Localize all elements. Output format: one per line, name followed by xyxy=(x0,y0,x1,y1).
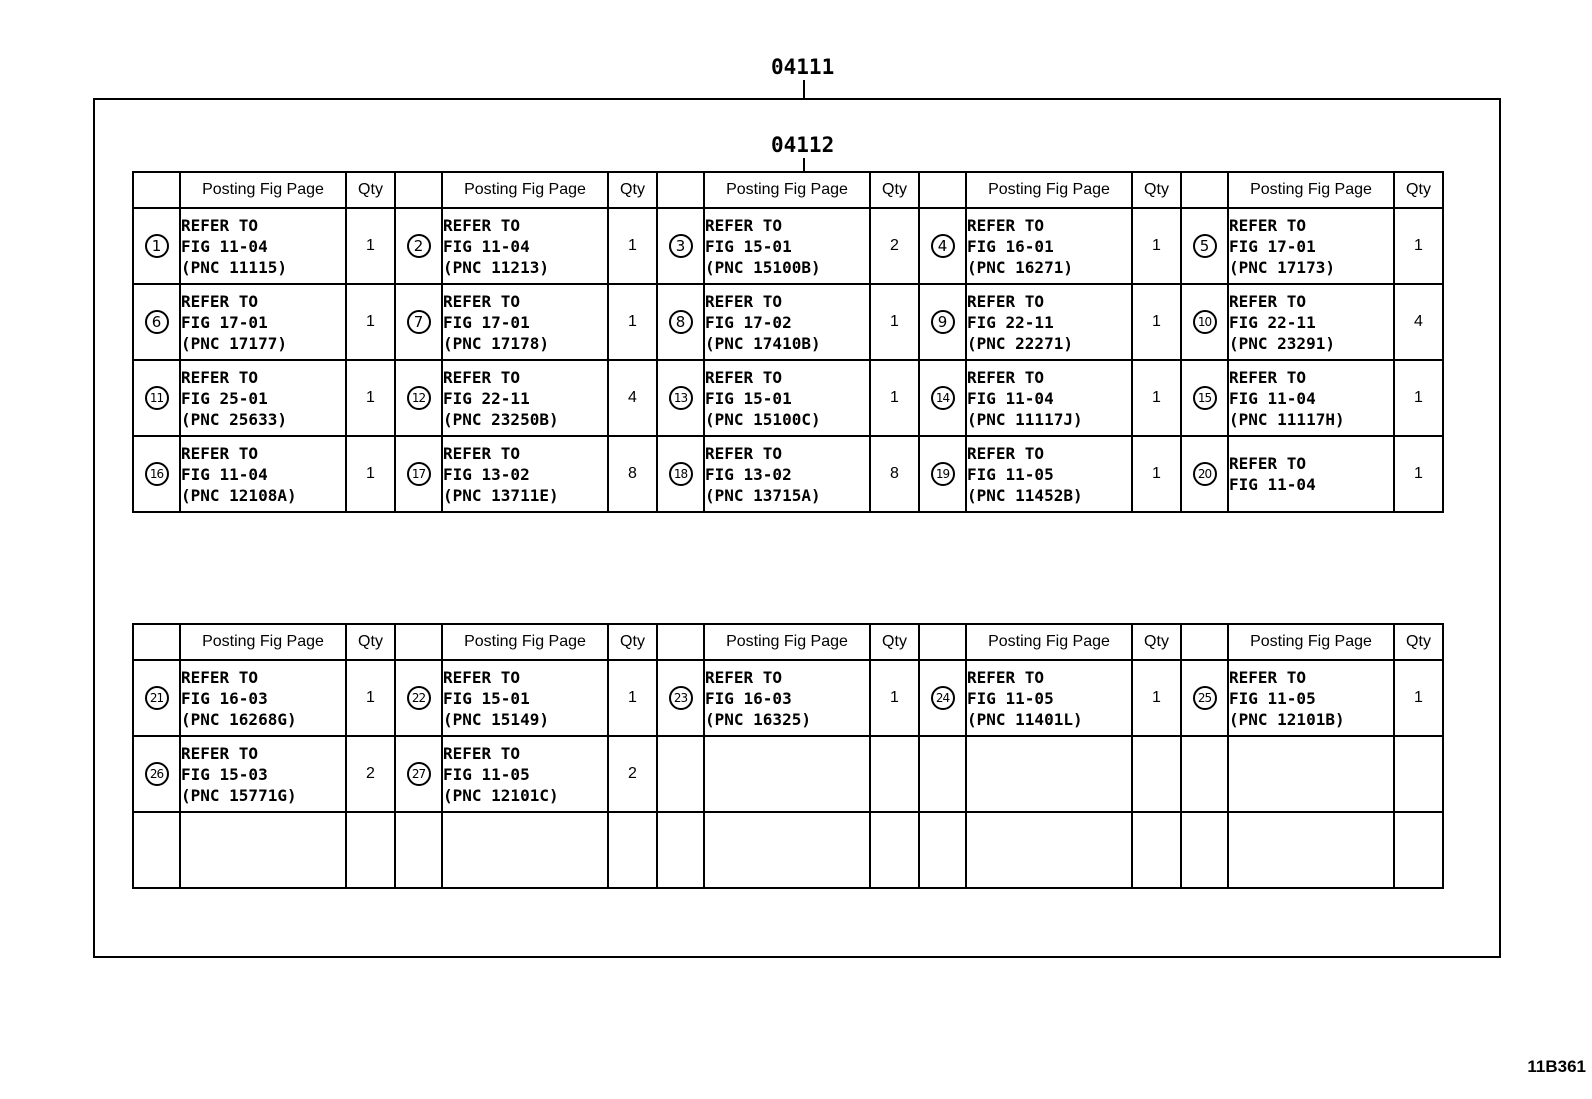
reference-line: (PNC 12101B) xyxy=(1229,709,1345,729)
callout-cell xyxy=(395,660,442,736)
reference-line: REFER TO xyxy=(705,291,783,311)
callout-number: 5 xyxy=(1193,234,1217,258)
reference-cell xyxy=(442,436,608,512)
reference-line: FIG 11-04 xyxy=(181,236,268,256)
reference-line: REFER TO xyxy=(705,443,783,463)
reference-cell xyxy=(966,284,1132,360)
reference-line: REFER TO xyxy=(1229,454,1307,473)
reference-cell xyxy=(180,736,346,812)
reference-line: (PNC 13715A) xyxy=(705,485,821,505)
callout-cell xyxy=(657,660,704,736)
header-posting-fig-page: Posting Fig Page xyxy=(704,172,870,208)
reference-line: REFER TO xyxy=(967,367,1045,387)
reference-line: FIG 17-01 xyxy=(443,312,530,332)
reference-line: (PNC 23291) xyxy=(1229,333,1335,353)
reference-line: FIG 15-03 xyxy=(181,764,268,784)
reference-line: FIG 15-01 xyxy=(705,236,792,256)
reference-line: (PNC 11117H) xyxy=(1229,409,1345,429)
reference-line: FIG 11-05 xyxy=(967,464,1054,484)
reference-cell xyxy=(966,736,1132,812)
reference-line: REFER TO xyxy=(181,743,259,763)
reference-line: (PNC 16268G) xyxy=(181,709,297,729)
reference-line: FIG 11-05 xyxy=(443,764,530,784)
header-posting-fig-page: Posting Fig Page xyxy=(442,172,608,208)
qty-cell: 1 xyxy=(1132,660,1181,736)
reference-line: FIG 16-03 xyxy=(181,688,268,708)
reference-line: FIG 11-05 xyxy=(967,688,1054,708)
callout-number: 25 xyxy=(1193,686,1217,710)
qty-cell: 1 xyxy=(870,360,919,436)
reference-line: REFER TO xyxy=(443,215,521,235)
reference-cell xyxy=(442,736,608,812)
reference-line: (PNC 17178) xyxy=(443,333,549,353)
reference-cell xyxy=(1228,436,1394,512)
reference-line: (PNC 23250B) xyxy=(443,409,559,429)
reference-line: (PNC 13711E) xyxy=(443,485,559,505)
reference-line: (PNC 16325) xyxy=(705,709,811,729)
reference-cell xyxy=(966,812,1132,888)
reference-line: REFER TO xyxy=(967,291,1045,311)
table-row xyxy=(133,208,1443,284)
reference-line: REFER TO xyxy=(181,667,259,687)
header-qty: Qty xyxy=(1132,172,1181,208)
reference-cell xyxy=(704,660,870,736)
callout-cell xyxy=(657,812,704,888)
reference-cell xyxy=(442,208,608,284)
reference-table-2 xyxy=(132,623,1444,889)
reference-line: FIG 16-01 xyxy=(967,236,1054,256)
qty-cell xyxy=(1394,812,1443,888)
callout-cell xyxy=(133,660,180,736)
callout-cell xyxy=(395,284,442,360)
assembly-label-inner: 04112 xyxy=(771,133,835,157)
reference-cell xyxy=(180,284,346,360)
header-posting-fig-page: Posting Fig Page xyxy=(966,172,1132,208)
callout-number: 3 xyxy=(669,234,693,258)
callout-number: 6 xyxy=(145,310,169,334)
reference-line: (PNC 11117J) xyxy=(967,409,1083,429)
header-posting-fig-page: Posting Fig Page xyxy=(180,172,346,208)
reference-line: FIG 11-04 xyxy=(443,236,530,256)
reference-cell xyxy=(704,812,870,888)
callout-number: 23 xyxy=(669,686,693,710)
reference-line: FIG 17-01 xyxy=(181,312,268,332)
reference-cell xyxy=(704,736,870,812)
header-number-cell xyxy=(1181,624,1228,660)
callout-cell xyxy=(395,736,442,812)
qty-cell: 2 xyxy=(870,208,919,284)
reference-line: REFER TO xyxy=(181,215,259,235)
callout-cell xyxy=(657,208,704,284)
reference-table-1 xyxy=(132,171,1444,513)
qty-cell: 8 xyxy=(870,436,919,512)
callout-cell xyxy=(133,736,180,812)
header-qty: Qty xyxy=(608,624,657,660)
callout-cell xyxy=(395,208,442,284)
callout-number: 18 xyxy=(669,462,693,486)
callout-cell xyxy=(1181,360,1228,436)
callout-number: 24 xyxy=(931,686,955,710)
table-body xyxy=(133,660,1443,888)
qty-cell xyxy=(1132,736,1181,812)
callout-cell xyxy=(657,360,704,436)
callout-cell xyxy=(919,812,966,888)
reference-line: REFER TO xyxy=(705,667,783,687)
callout-cell xyxy=(919,436,966,512)
reference-line: FIG 13-02 xyxy=(705,464,792,484)
table-row xyxy=(133,812,1443,888)
callout-number: 8 xyxy=(669,310,693,334)
callout-number: 11 xyxy=(145,386,169,410)
reference-line: REFER TO xyxy=(1229,367,1307,387)
qty-cell: 1 xyxy=(608,284,657,360)
header-number-cell xyxy=(657,172,704,208)
reference-line: (PNC 12108A) xyxy=(181,485,297,505)
header-number-cell xyxy=(657,624,704,660)
qty-cell xyxy=(608,812,657,888)
reference-line: REFER TO xyxy=(181,291,259,311)
reference-line: FIG 22-11 xyxy=(443,388,530,408)
callout-number: 17 xyxy=(407,462,431,486)
reference-line: REFER TO xyxy=(443,743,521,763)
reference-cell xyxy=(1228,660,1394,736)
reference-cell xyxy=(966,360,1132,436)
qty-cell: 1 xyxy=(1394,436,1443,512)
qty-cell: 1 xyxy=(1132,436,1181,512)
reference-line: REFER TO xyxy=(443,667,521,687)
table-row xyxy=(133,436,1443,512)
reference-line: FIG 15-01 xyxy=(443,688,530,708)
header-row xyxy=(133,172,1443,208)
reference-line: (PNC 25633) xyxy=(181,409,287,429)
qty-cell: 1 xyxy=(1394,360,1443,436)
table-header xyxy=(133,172,1443,208)
reference-line: FIG 17-01 xyxy=(1229,236,1316,256)
qty-cell: 1 xyxy=(346,284,395,360)
reference-line: (PNC 15771G) xyxy=(181,785,297,805)
reference-cell xyxy=(704,208,870,284)
callout-cell xyxy=(133,812,180,888)
reference-line: FIG 16-03 xyxy=(705,688,792,708)
reference-line: (PNC 15149) xyxy=(443,709,549,729)
callout-number: 26 xyxy=(145,762,169,786)
reference-cell xyxy=(442,284,608,360)
header-posting-fig-page: Posting Fig Page xyxy=(1228,624,1394,660)
callout-cell xyxy=(395,360,442,436)
reference-line: (PNC 16271) xyxy=(967,257,1073,277)
header-number-cell xyxy=(395,624,442,660)
callout-cell xyxy=(919,736,966,812)
table-row xyxy=(133,284,1443,360)
header-number-cell xyxy=(395,172,442,208)
reference-line: (PNC 15100B) xyxy=(705,257,821,277)
header-posting-fig-page: Posting Fig Page xyxy=(180,624,346,660)
reference-line: FIG 13-02 xyxy=(443,464,530,484)
header-number-cell xyxy=(1181,172,1228,208)
reference-line: (PNC 22271) xyxy=(967,333,1073,353)
qty-cell: 1 xyxy=(870,284,919,360)
qty-cell: 4 xyxy=(608,360,657,436)
qty-cell: 2 xyxy=(608,736,657,812)
header-number-cell xyxy=(919,624,966,660)
callout-cell xyxy=(133,360,180,436)
header-row xyxy=(133,624,1443,660)
reference-cell xyxy=(442,812,608,888)
reference-line: (PNC 11401L) xyxy=(967,709,1083,729)
qty-cell: 1 xyxy=(1394,208,1443,284)
reference-line: FIG 22-11 xyxy=(1229,312,1316,332)
assembly-label-outer: 04111 xyxy=(771,55,835,79)
reference-line: REFER TO xyxy=(443,291,521,311)
callout-number: 19 xyxy=(931,462,955,486)
header-qty: Qty xyxy=(346,624,395,660)
callout-cell xyxy=(395,812,442,888)
reference-cell xyxy=(966,436,1132,512)
reference-cell xyxy=(1228,360,1394,436)
reference-line: (PNC 15100C) xyxy=(705,409,821,429)
qty-cell: 1 xyxy=(346,660,395,736)
qty-cell xyxy=(870,736,919,812)
callout-number: 10 xyxy=(1193,310,1217,334)
reference-line: FIG 11-04 xyxy=(967,388,1054,408)
qty-cell: 1 xyxy=(1132,284,1181,360)
qty-cell: 1 xyxy=(608,660,657,736)
reference-line: (PNC 17410B) xyxy=(705,333,821,353)
reference-line: FIG 11-04 xyxy=(181,464,268,484)
reference-line: (PNC 17173) xyxy=(1229,257,1335,277)
reference-cell xyxy=(966,660,1132,736)
callout-cell xyxy=(1181,208,1228,284)
qty-cell: 1 xyxy=(1132,208,1181,284)
callout-cell xyxy=(133,208,180,284)
qty-cell xyxy=(346,812,395,888)
qty-cell: 4 xyxy=(1394,284,1443,360)
reference-line: REFER TO xyxy=(705,367,783,387)
callout-cell xyxy=(657,736,704,812)
callout-cell xyxy=(1181,284,1228,360)
reference-cell xyxy=(180,436,346,512)
header-qty: Qty xyxy=(346,172,395,208)
reference-line: FIG 15-01 xyxy=(705,388,792,408)
callout-cell xyxy=(1181,736,1228,812)
reference-line: (PNC 17177) xyxy=(181,333,287,353)
reference-cell xyxy=(180,660,346,736)
reference-line: REFER TO xyxy=(443,443,521,463)
figure-code: 11B361 xyxy=(1527,1057,1586,1076)
reference-cell xyxy=(704,360,870,436)
reference-line: REFER TO xyxy=(967,215,1045,235)
qty-cell: 1 xyxy=(870,660,919,736)
reference-cell xyxy=(180,208,346,284)
reference-line: REFER TO xyxy=(967,443,1045,463)
qty-cell: 1 xyxy=(1132,360,1181,436)
reference-cell xyxy=(966,208,1132,284)
qty-cell xyxy=(1132,812,1181,888)
callout-cell xyxy=(919,208,966,284)
callout-cell xyxy=(395,436,442,512)
table-row xyxy=(133,660,1443,736)
callout-cell xyxy=(919,284,966,360)
callout-cell xyxy=(133,284,180,360)
reference-line: (PNC 11452B) xyxy=(967,485,1083,505)
qty-cell: 1 xyxy=(346,360,395,436)
reference-cell xyxy=(704,436,870,512)
header-qty: Qty xyxy=(1132,624,1181,660)
callout-number: 14 xyxy=(931,386,955,410)
reference-cell xyxy=(1228,284,1394,360)
callout-number: 13 xyxy=(669,386,693,410)
callout-cell xyxy=(919,360,966,436)
callout-number: 15 xyxy=(1193,386,1217,410)
callout-cell xyxy=(133,436,180,512)
callout-cell xyxy=(1181,812,1228,888)
header-qty: Qty xyxy=(608,172,657,208)
leader-line-outer xyxy=(803,80,805,98)
callout-number: 7 xyxy=(407,310,431,334)
reference-line: REFER TO xyxy=(967,667,1045,687)
reference-line: FIG 25-01 xyxy=(181,388,268,408)
qty-cell: 8 xyxy=(608,436,657,512)
reference-line: REFER TO xyxy=(181,443,259,463)
reference-line: REFER TO xyxy=(181,367,259,387)
callout-cell xyxy=(919,660,966,736)
reference-cell xyxy=(442,360,608,436)
header-number-cell xyxy=(919,172,966,208)
leader-line-inner xyxy=(803,158,805,171)
header-qty: Qty xyxy=(1394,624,1443,660)
reference-cell xyxy=(1228,736,1394,812)
qty-cell: 1 xyxy=(1394,660,1443,736)
qty-cell xyxy=(1394,736,1443,812)
header-qty: Qty xyxy=(870,624,919,660)
table-header xyxy=(133,624,1443,660)
header-number-cell xyxy=(133,624,180,660)
reference-cell xyxy=(704,284,870,360)
callout-number: 4 xyxy=(931,234,955,258)
reference-line: FIG 11-05 xyxy=(1229,688,1316,708)
reference-line: (PNC 11115) xyxy=(181,257,287,277)
reference-cell xyxy=(180,360,346,436)
callout-number: 2 xyxy=(407,234,431,258)
table-row xyxy=(133,736,1443,812)
qty-cell xyxy=(870,812,919,888)
reference-cell xyxy=(442,660,608,736)
callout-cell xyxy=(657,284,704,360)
reference-line: REFER TO xyxy=(1229,215,1307,235)
header-qty: Qty xyxy=(1394,172,1443,208)
reference-line: REFER TO xyxy=(1229,291,1307,311)
callout-number: 12 xyxy=(407,386,431,410)
callout-number: 27 xyxy=(407,762,431,786)
qty-cell: 1 xyxy=(346,208,395,284)
header-number-cell xyxy=(133,172,180,208)
callout-number: 21 xyxy=(145,686,169,710)
callout-number: 16 xyxy=(145,462,169,486)
reference-line: FIG 11-04 xyxy=(1229,475,1316,494)
reference-line: REFER TO xyxy=(443,367,521,387)
callout-number: 20 xyxy=(1193,462,1217,486)
header-qty: Qty xyxy=(870,172,919,208)
qty-cell: 2 xyxy=(346,736,395,812)
callout-number: 9 xyxy=(931,310,955,334)
reference-cell xyxy=(180,812,346,888)
qty-cell: 1 xyxy=(346,436,395,512)
header-posting-fig-page: Posting Fig Page xyxy=(704,624,870,660)
callout-cell xyxy=(1181,436,1228,512)
header-posting-fig-page: Posting Fig Page xyxy=(966,624,1132,660)
callout-cell xyxy=(1181,660,1228,736)
table-row xyxy=(133,360,1443,436)
callout-number: 1 xyxy=(145,234,169,258)
reference-line: (PNC 11213) xyxy=(443,257,549,277)
reference-line: FIG 11-04 xyxy=(1229,388,1316,408)
header-posting-fig-page: Posting Fig Page xyxy=(442,624,608,660)
header-posting-fig-page: Posting Fig Page xyxy=(1228,172,1394,208)
reference-line: REFER TO xyxy=(1229,667,1307,687)
callout-number: 22 xyxy=(407,686,431,710)
reference-line: REFER TO xyxy=(705,215,783,235)
callout-cell xyxy=(657,436,704,512)
reference-line: FIG 22-11 xyxy=(967,312,1054,332)
reference-cell xyxy=(1228,208,1394,284)
reference-line: FIG 17-02 xyxy=(705,312,792,332)
reference-line: (PNC 12101C) xyxy=(443,785,559,805)
table-body xyxy=(133,208,1443,512)
qty-cell: 1 xyxy=(608,208,657,284)
reference-cell xyxy=(1228,812,1394,888)
